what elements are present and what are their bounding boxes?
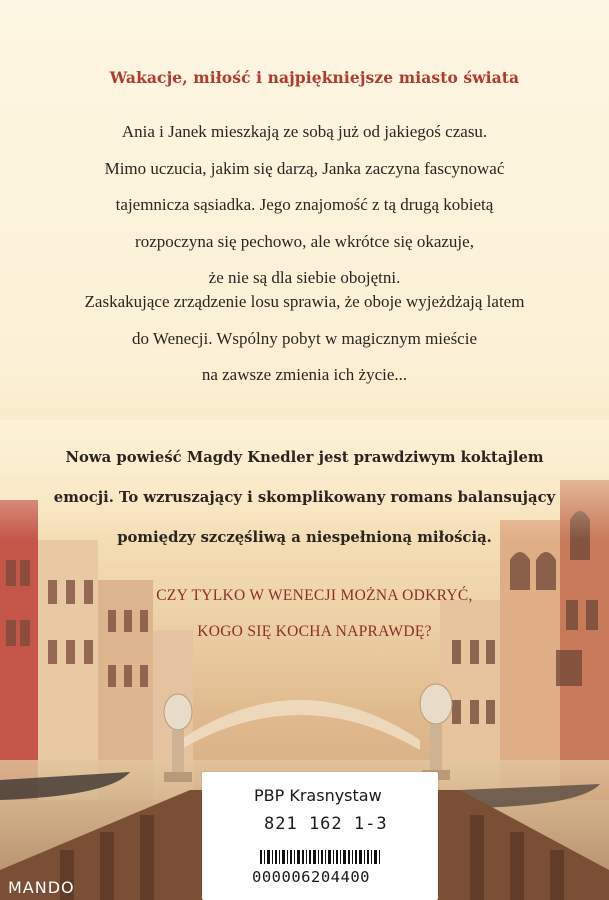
question-heading: [20, 578, 609, 650]
blurb-paragraph-2: [0, 284, 609, 394]
blurb-paragraph-bold: [0, 438, 609, 558]
library-name: PBP Krasnystaw: [254, 786, 382, 805]
blurb-line: Zaskakujące zrządzenie losu sprawia, że oboje wyjeżdżają latem: [84, 292, 525, 311]
call-number: 821 162 1-3: [264, 814, 388, 834]
question-line: KOGO SIĘ KOCHA NAPRAWDĘ?: [197, 623, 432, 640]
barcode-icon: [260, 850, 380, 864]
blurb-line: pomiędzy szczęśliwą a niespełnioną miłością.: [117, 529, 492, 546]
blurb-line: na zawsze zmienia ich życie...: [201, 365, 408, 384]
blurb-line: tajemnicza sąsiadka. Jego znajomość z tą drugą kobietą: [115, 195, 494, 214]
blurb-line: że nie są dla siebie obojętni.: [208, 268, 401, 287]
barcode-number: 000006204400: [252, 868, 370, 886]
blurb-line: Ania i Janek mieszkają ze sobą już od jakiegoś czasu.: [121, 122, 488, 141]
library-label-sticker: [202, 772, 438, 900]
blurb-paragraph-1: [0, 114, 609, 297]
blurb-line: Nowa powieść Magdy Knedler jest prawdziwym koktajlem: [65, 449, 544, 466]
blurb-line: Mimo uczucia, jakim się darzą, Janka zaczyna fascynować: [104, 158, 505, 178]
blurb-line: emocji. To wzruszający i skomplikowany romans balansujący: [53, 489, 556, 506]
tagline: Wakacje, miłość i najpiękniejsze miasto świata: [109, 68, 520, 87]
blurb-line: do Wenecji. Wspólny pobyt w magicznym mieście: [131, 328, 477, 348]
blurb-line: rozpoczyna się pechowo, ale wkrótce się okazuje,: [135, 231, 474, 251]
publisher-logo: MANDO: [8, 878, 75, 897]
question-line: CZY TYLKO W WENECJI MOŻNA ODKRYĆ,: [156, 587, 473, 604]
bridge: [180, 700, 420, 750]
